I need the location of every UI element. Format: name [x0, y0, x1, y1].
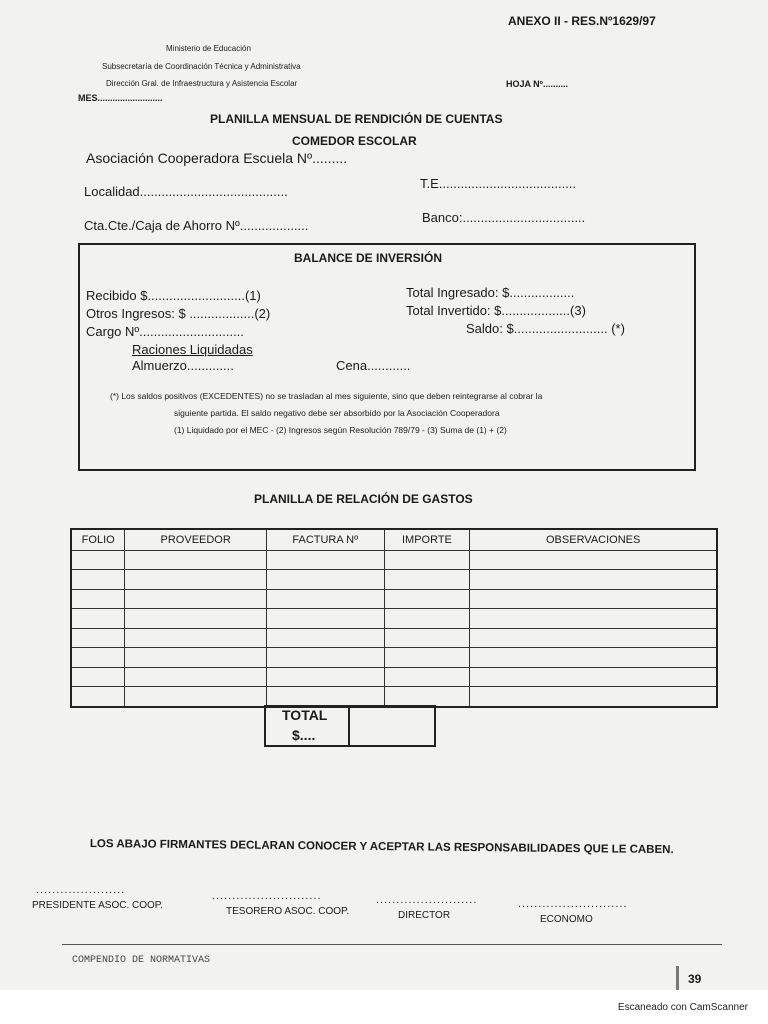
direccion-label: Dirección Gral. de Infraestructura y Asistencia Escolar — [106, 79, 298, 88]
table-cell — [470, 687, 717, 707]
table-cell — [71, 589, 125, 608]
table-cell — [266, 589, 384, 608]
table-cell — [266, 570, 384, 589]
table-cell — [384, 609, 470, 628]
total-currency: $.... — [292, 727, 316, 743]
table-cell — [384, 551, 470, 570]
scanner-watermark: Escaneado con CamScanner — [617, 1002, 748, 1013]
table-cell — [125, 667, 267, 686]
note-line-2: siguiente partida. El saldo negativo debe ser absorbido por la Asociación Cooperadora — [174, 408, 500, 418]
table-cell — [470, 628, 717, 647]
balance-title: BALANCE DE INVERSIÓN — [294, 251, 443, 265]
table-cell — [71, 551, 125, 570]
main-title: PLANILLA MENSUAL DE RENDICIÓN DE CUENTAS — [210, 112, 503, 126]
presidente-label: PRESIDENTE ASOC. COOP. — [32, 900, 163, 911]
table-row — [71, 609, 717, 628]
table-cell — [266, 609, 384, 628]
gastos-table — [70, 528, 718, 708]
asociacion-field: Asociación Cooperadora Escuela Nº......... — [86, 150, 348, 166]
table-cell — [71, 628, 125, 647]
table-cell — [125, 609, 267, 628]
column-header-proveedor: PROVEEDOR — [125, 529, 267, 551]
signature-line-economo: ........................... — [518, 898, 628, 910]
director-label: DIRECTOR — [398, 910, 451, 921]
table-cell — [384, 570, 470, 589]
table-cell — [384, 589, 470, 608]
signature-line-tesorero: ........................... — [212, 890, 322, 902]
table-cell — [384, 667, 470, 686]
balance-box — [78, 243, 696, 471]
table-cell — [470, 570, 717, 589]
table-cell — [125, 648, 267, 667]
otros-ingresos-field: Otros Ingresos: $ ..................(2) — [86, 306, 271, 321]
table-header-row — [71, 529, 717, 551]
table-cell — [384, 628, 470, 647]
almuerzo-field: Almuerzo............. — [132, 358, 234, 373]
recibido-field: Recibido $...........................(1) — [86, 288, 261, 303]
te-field: T.E...................................... — [420, 176, 577, 191]
table-cell — [470, 667, 717, 686]
table-cell — [266, 628, 384, 647]
table-cell — [266, 551, 384, 570]
table-row — [71, 551, 717, 570]
table-row — [71, 687, 717, 707]
total-box — [264, 705, 436, 747]
column-header-factura: FACTURA Nº — [266, 529, 384, 551]
table-cell — [266, 687, 384, 707]
localidad-field: Localidad......................................... — [84, 184, 288, 199]
raciones-label: Raciones Liquidadas — [132, 342, 253, 357]
signature-line-presidente: ...................... — [36, 884, 126, 896]
sub-title: COMEDOR ESCOLAR — [292, 134, 417, 148]
table-cell — [71, 687, 125, 707]
total-invertido-field: Total Invertido: $...................(3) — [406, 303, 586, 318]
table-cell — [470, 551, 717, 570]
footer-divider — [62, 944, 722, 945]
tesorero-label: TESORERO ASOC. COOP. — [226, 906, 350, 917]
page-number-bar — [676, 966, 679, 990]
banco-field: Banco:.................................. — [422, 210, 586, 225]
table-cell — [71, 667, 125, 686]
total-ingresado-field: Total Ingresado: $.................. — [406, 285, 575, 300]
table-cell — [71, 570, 125, 589]
hoja-field: HOJA Nº.......... — [506, 79, 568, 89]
table-row — [71, 628, 717, 647]
signature-line-director: ......................... — [376, 894, 478, 906]
table-row — [71, 570, 717, 589]
table-row — [71, 667, 717, 686]
table-cell — [71, 609, 125, 628]
economo-label: ECONOMO — [540, 914, 593, 925]
column-header-observaciones: OBSERVACIONES — [470, 529, 717, 551]
note-line-1: (*) Los saldos positivos (EXCEDENTES) no se trasladan al mes siguiente, sino que deben reintegrarse al cobrar la — [110, 391, 543, 401]
total-label: TOTAL — [282, 707, 328, 723]
saldo-field: Saldo: $.......................... (*) — [466, 321, 625, 336]
ministerio-label: Ministerio de Educación — [166, 44, 251, 53]
subsecretaria-label: Subsecretaría de Coordinación Técnica y Administrativa — [102, 62, 301, 71]
column-header-folio: FOLIO — [71, 529, 125, 551]
table-cell — [125, 589, 267, 608]
table-cell — [266, 667, 384, 686]
table-cell — [125, 570, 267, 589]
table-cell — [125, 551, 267, 570]
declaration-text: LOS ABAJO FIRMANTES DECLARAN CONOCER Y ACEPTAR LAS RESPONSABILIDADES QUE LE CABEN. — [89, 838, 674, 857]
table-cell — [125, 628, 267, 647]
gastos-title: PLANILLA DE RELACIÓN DE GASTOS — [254, 492, 473, 506]
table-cell — [125, 687, 267, 707]
cargo-field: Cargo Nº............................. — [86, 324, 244, 339]
table-cell — [384, 648, 470, 667]
cena-field: Cena............ — [336, 358, 411, 373]
anexo-label: ANEXO II - RES.Nº1629/97 — [508, 14, 656, 28]
column-header-importe: IMPORTE — [384, 529, 470, 551]
compendio-label: COMPENDIO DE NORMATIVAS — [72, 955, 211, 966]
table-row — [71, 648, 717, 667]
note-line-3: (1) Liquidado por el MEC - (2) Ingresos según Resolución 789/79 - (3) Suma de (1) + (2) — [174, 425, 507, 435]
mes-field: MES.......................... — [78, 93, 163, 103]
table-cell — [470, 589, 717, 608]
table-row — [71, 589, 717, 608]
table-cell — [384, 687, 470, 707]
table-cell — [470, 648, 717, 667]
cta-field: Cta.Cte./Caja de Ahorro Nº................... — [84, 218, 309, 233]
table-cell — [470, 609, 717, 628]
table-cell — [71, 648, 125, 667]
page-number: 39 — [688, 972, 702, 986]
table-cell — [266, 648, 384, 667]
total-divider — [348, 707, 350, 745]
